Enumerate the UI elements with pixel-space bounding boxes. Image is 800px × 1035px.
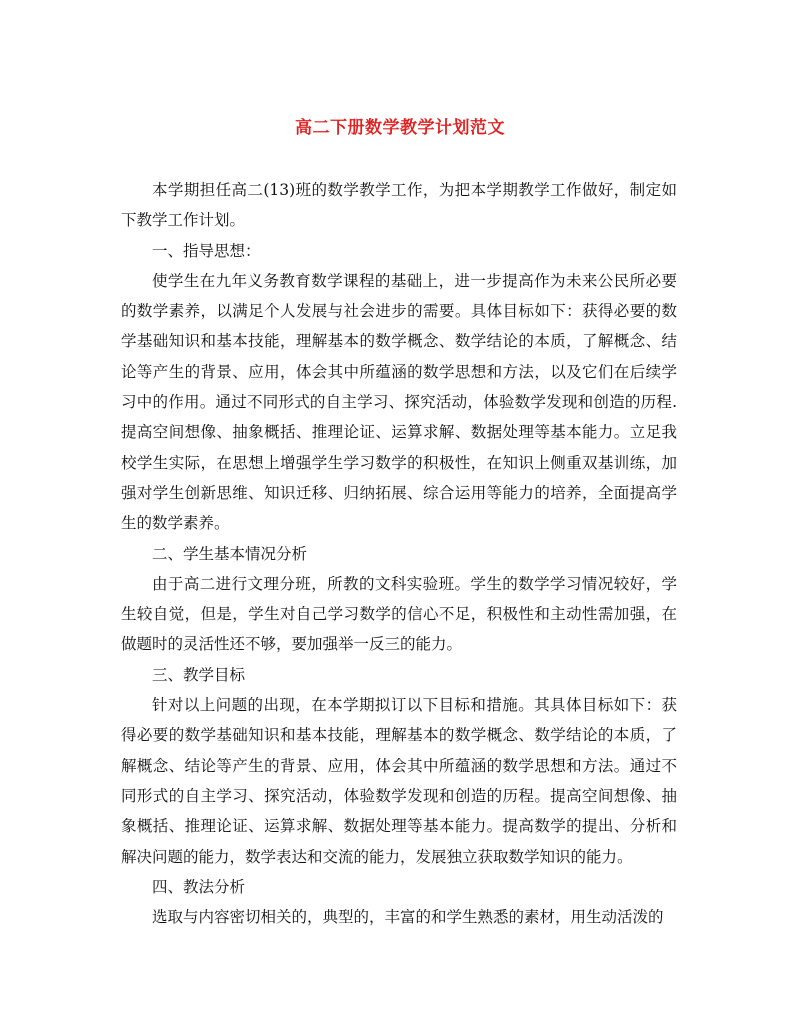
section-body-guiding-thought: 使学生在九年义务教育数学课程的基础上，进一步提高作为未来公民所必要的数学素养，以满足个人发展与社会进步的需要。具体目标如下：获得必要的数学基础知识和基本技能，理解基本的数学概念、数学结论的本质，了解概念、结论等产生的背景、应用，体会其中所蕴涵的数学思想和方法，以及它们在后续学习中的作用。通过不同形式的自主学习、探究活动，体验数学发现和创造的历程.提高空间想像、抽象概括、推理论证、运算求解、数据处理等基本能力。立足我校学生实际，在思想上增强学生学习数学的积极性，在知识上侧重双基训练，加强对学生创新思维、知识迁移、归纳拓展、综合运用等能力的培养，全面提高学生的数学素养。 bbox=[121, 271, 677, 533]
section-heading-student-analysis: 二、学生基本情况分析 bbox=[152, 544, 308, 563]
intro-paragraph: 本学期担任高二(13)班的数学教学工作，为把本学期教学工作做好，制定如下教学工作计划。 bbox=[121, 181, 677, 230]
section-heading-guiding-thought: 一、指导思想： bbox=[152, 241, 261, 260]
document-title: 高二下册数学教学计划范文 bbox=[295, 118, 505, 138]
document-body bbox=[121, 175, 677, 932]
section-body-student-analysis: 由于高二进行文理分班，所教的文科实验班。学生的数学学习情况较好，学生较自觉，但是，学生对自己学习数学的信心不足，积极性和主动性需加强，在做题时的灵活性还不够，要加强举一反三的能力。 bbox=[121, 574, 677, 654]
section-heading-teaching-goals: 三、教学目标 bbox=[152, 665, 246, 684]
section-body-teaching-goals: 针对以上问题的出现，在本学期拟订以下目标和措施。其具体目标如下：获得必要的数学基础知识和基本技能，理解基本的数学概念、数学结论的本质，了解概念、结论等产生的背景、应用，体会其中所蕴涵的数学思想和方法。通过不同形式的自主学习、探究活动，体验数学发现和创造的历程。提高空间想像、抽象概括、推理论证、运算求解、数据处理等基本能力。提高数学的提出、分析和解决问题的能力，数学表达和交流的能力，发展独立获取数学知识的能力。 bbox=[121, 696, 677, 866]
section-body-teaching-method: 选取与内容密切相关的，典型的，丰富的和学生熟悉的素材，用生动活泼的 bbox=[152, 908, 664, 927]
section-heading-teaching-method: 四、教法分析 bbox=[152, 877, 246, 896]
